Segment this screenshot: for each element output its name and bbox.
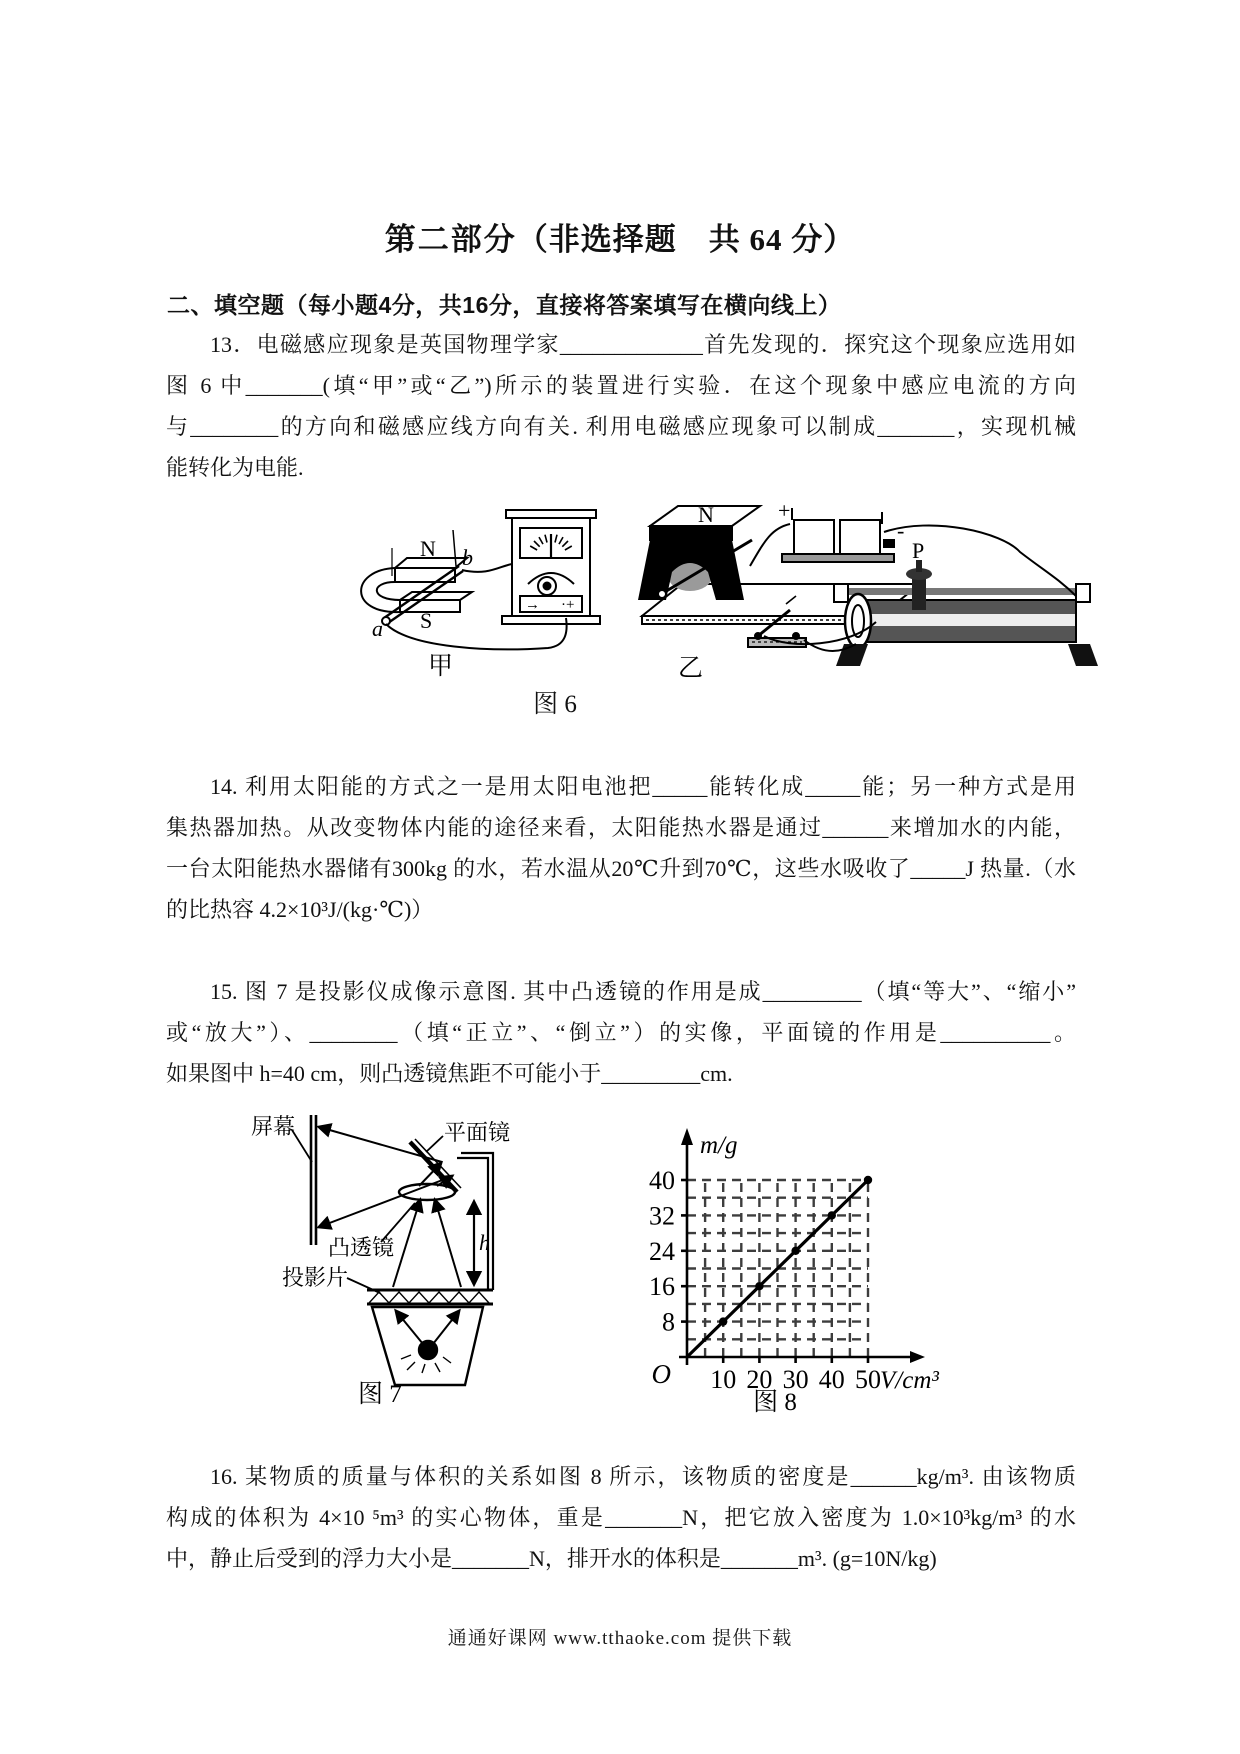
y-tick-label: 16 <box>649 1272 675 1302</box>
figure7-svg <box>195 1100 540 1415</box>
question-line: 的比热容 4.2×10³J/(kg·℃)） <box>166 897 434 922</box>
question-line: 14. 利用太阳能的方式之一是用太阳电池把_____能转化成_____能；另一种方式是用 <box>210 774 1076 799</box>
question-line: 构成的体积为 4×10 ⁵m³ 的实心物体，重是_______N，把它放入密度为 1.0×10³kg/m³ 的水 <box>166 1505 1076 1530</box>
figure6-illustration <box>320 448 1110 683</box>
question-line: 一台太阳能热水器储有300kg 的水，若水温从20℃升到70℃，这些水吸收了_____J 热量.（水 <box>166 856 1076 881</box>
question-line: 图 6 中_______(填“甲”或“乙”)所示的装置进行实验．在这个现象中感应电流的方向 <box>166 373 1076 398</box>
question-line: 或“放大”）、________（填“正立”、“倒立”）的实像，平面镜的作用是__________。 <box>166 1020 1076 1045</box>
screen-label: 屏幕 <box>251 1114 296 1139</box>
apparatus-jia <box>361 510 600 649</box>
y-tick-label: 8 <box>662 1307 675 1337</box>
question-line: 13．电磁感应现象是英国物理学家_____________首先发现的．探究这个现象应选用如 <box>210 332 1076 357</box>
data-point <box>719 1317 727 1325</box>
question-line: 如果图中 h=40 cm，则凸透镜焦距不可能小于_________cm. <box>166 1061 733 1086</box>
data-point <box>755 1282 763 1290</box>
slide-label: 投影片 <box>282 1265 349 1290</box>
question-15 <box>166 971 1076 1094</box>
question-line: 16. 某物质的质量与体积的关系如图 8 所示，该物质的密度是______kg/m³. 由该物质 <box>210 1464 1076 1489</box>
x-tick-label: 40 <box>818 1365 845 1394</box>
battery-plus-label: + <box>778 498 791 523</box>
footer-watermark: 通通好课网 www.tthaoke.com 提供下载 <box>447 1628 793 1649</box>
y-tick-label: 24 <box>649 1236 675 1266</box>
x-tick-label: 50 <box>855 1365 881 1394</box>
battery-minus-label: - <box>897 518 905 543</box>
x-tick-label: 10 <box>710 1365 737 1394</box>
y-axis-label: m/g <box>700 1132 738 1159</box>
origin-label: O <box>651 1359 671 1389</box>
data-point <box>791 1247 799 1255</box>
figure7-illustration <box>195 1100 540 1415</box>
question-14 <box>166 766 1076 930</box>
page-title-paren: （非选择题 共 64 分） <box>516 222 856 257</box>
apparatus-yi <box>638 506 1098 666</box>
figure8-caption: 图 8 <box>753 1389 797 1415</box>
question-line: 能转化为电能. <box>166 455 304 480</box>
figure6-svg <box>320 448 1110 683</box>
y-tick-label: 40 <box>649 1166 675 1195</box>
question-line: 中，静止后受到的浮力大小是_______N，排开水的体积是_______m³. (g=10N/kg) <box>166 1546 937 1571</box>
meter-plus-mark: ·+ <box>561 597 575 613</box>
figure7-caption: 图 7 <box>358 1381 402 1408</box>
yi-magnet-n-pole-label: N <box>698 502 714 527</box>
meter-arrow-mark: → <box>525 597 540 613</box>
plane-mirror-label: 平面镜 <box>444 1120 511 1145</box>
question-line: 与________的方向和磁感应线方向有关. 利用电磁感应现象可以制成_______，实现机械 <box>166 414 1076 439</box>
question-line: 集热器加热。从改变物体内能的途径来看，太阳能热水器是通过______来增加水的内能， <box>166 815 1076 840</box>
h-dimension-label: h <box>479 1230 490 1255</box>
section-heading: 二、填空题（每小题4分，共16分，直接将答案填写在横向线上） <box>167 292 842 318</box>
x-tick-label: 20 <box>746 1365 773 1394</box>
rod-end-b-label: b <box>462 545 473 570</box>
apparatus-jia-label: 甲 <box>428 653 454 680</box>
apparatus-yi-label: 乙 <box>678 655 704 682</box>
data-point <box>828 1211 836 1219</box>
data-point <box>864 1176 872 1184</box>
page-title <box>0 222 1240 258</box>
magnet-s-pole-label: S <box>420 608 433 633</box>
page-title-main: 第二部分 <box>384 222 517 257</box>
magnet-n-pole-label: N <box>420 536 436 561</box>
x-axis-label: V/cm³ <box>880 1367 939 1394</box>
x-tick-label: 30 <box>782 1365 809 1394</box>
rheostat-slider-p-label: P <box>912 538 925 563</box>
convex-lens-label: 凸透镜 <box>328 1235 395 1260</box>
y-tick-label: 32 <box>649 1201 675 1231</box>
figure8-chart <box>590 1115 1040 1415</box>
question-16 <box>166 1456 1076 1579</box>
figure6-caption: 图 6 <box>533 691 577 718</box>
question-line: 15. 图 7 是投影仪成像示意图. 其中凸透镜的作用是成_________（填“等大”、“缩小” <box>210 979 1076 1004</box>
rod-end-a-label: a <box>372 616 383 641</box>
figure8-svg <box>590 1115 1040 1415</box>
